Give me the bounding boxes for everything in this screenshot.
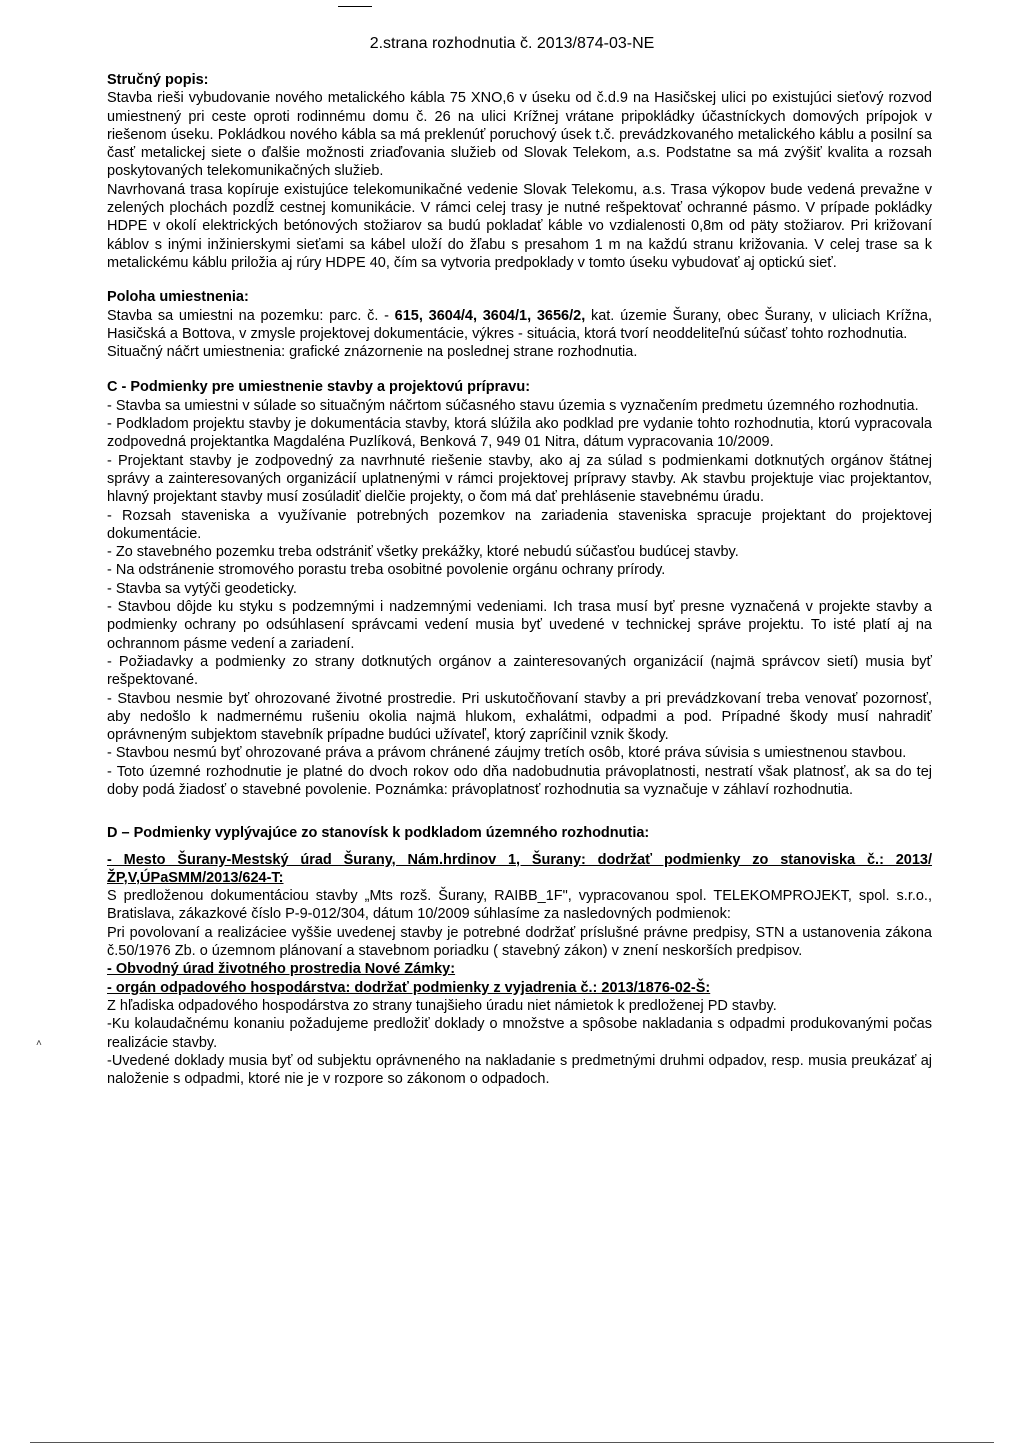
page-header: 2.strana rozhodnutia č. 2013/874-03-NE [369,35,655,52]
description-paragraph-2: Navrhovaná trasa kopíruje existujúce telekomunikačné vedenie Slovak Telekomu, a.s. Trasa výkopov bude vedená prevažne v zelených plochách pozdĺž cestnej komunikácie. V rámci celej trasy je nutné rešpektovať ochranné pásmo. V prípade pokládky HDPE v okolí elektrických betónových stožiarov sa budú pokladať káble vo vzdialenosti 0,8m od päty stožiarov. Pri križovaní káblov s inými inžinierskymi sieťami sa kábel uloží do žľabu s presahom 1 m na každú stranu križovania. V celej trase sa k metalickému káblu priložia aj rúry HDPE 40, čím sa vytvoria predpoklady v tomto úseku vybudovať aj optickú sieť. [107,181,932,271]
condition-item: - Rozsah staveniska a využívanie potrebných pozemkov na zariadenia staveniska spracuje projektant do projektovej dokumentácie. [107,507,932,542]
mesto-surany-heading: - Mesto Šurany-Mestský úrad Šurany, Nám.hrdinov 1, Šurany: dodržať podmienky zo stanoviska č.: 2013/ŽP,V,ÚPaSMM/2013/624-T: [107,851,932,886]
scan-speck: ˄ [36,1038,42,1049]
condition-item: - Stavbou dôjde ku styku s podzemnými i nadzemnými vedeniami. Ich trasa musí byť presne vyznačená v projekte stavby a podmienky ochrany po odsúhlasení správcami vedení musia byť uvedené v technickej správe projektu. To isté platí aj na ochrannom pásme vedení a zariadení. [107,599,932,652]
condition-item: - Stavba sa vytýči geodeticky. [107,580,297,597]
odpadove-hospodarstvo-heading: - orgán odpadového hospodárstva: dodržať podmienky z vyjadrenia č.: 2013/1876-02-Š: [107,979,711,996]
location-paragraph-2: Situačný náčrt umiestnenia: grafické znázornenie na poslednej strane rozhodnutia. [107,344,638,361]
odpad-paragraph-1: Z hľadiska odpadového hospodárstva zo strany tunajšieho úradu niet námietok k predloženej PD stavby. [107,997,777,1014]
condition-item: - Na odstránenie stromového porastu treba osobitné povolenie orgánu ochrany prírody. [107,562,666,579]
condition-item: - Stavbou nesmie byť ohrozované životné prostredie. Pri uskutočňovaní stavby a pri prevádzkovaní treba venovať pozornosť, aby nedošlo k nadmernému rušeniu okolia najmä hlukom, exhalátmi, odpadmi a pod. Prípadné škody musí nahradiť oprávneným subjektom stavebník prípadne budúci užívateľ, ktorý zapríčinil vznik škody. [107,690,932,744]
condition-item: - Projektant stavby je zodpovedný za navrhnuté riešenie stavby, ako aj za súlad s podmienkami dotknutých orgánov štátnej správy a zainteresovaných organizácií uplatnenými v rámci projektovej prípravy stavby. Ak stavbu projektuje viac projektantov, hlavný projektant stavby musí zosúladiť dielčie projekty, o čom má dať prehlásenie stavebnému úradu. [107,452,932,506]
location-text-a: Stavba sa umiestni na pozemku: parc. č. - [107,307,395,324]
condition-item: - Požiadavky a podmienky zo strany dotknutých orgánov a zainteresovaných organizácií (najmä správcov sietí) musia byť rešpektované. [107,653,932,689]
condition-item: - Stavbou nesmú byť ohrozované práva a právom chránené záujmy tretích osôb, ktoré práva súvisia s umiestnenou stavbou. [107,745,907,762]
condition-item: - Toto územné rozhodnutie je platné do dvoch rokov odo dňa nadobudnutia právoplatnosti, nestratí však platnosť, ak sa do tej doby podá žiadosť o stavebné povolenie. Poznámka: právoplatnosť rozhodnutia sa vyznačuje v záhlaví rozhodnutia. [107,763,932,798]
condition-item: - Zo stavebného pozemku treba odstrániť všetky prekážky, ktoré nebudú súčasťou budúcej stavby. [107,544,739,561]
description-paragraph-1: Stavba rieši vybudovanie nového metalického kábla 75 XNO,6 v úseku od č.d.9 na Hasičskej ulici po existujúci sieťový rozvod umiestnený pri ceste oproti rodinnému domu č. 26 na ulici Krížnej vrátane pripokládky účastníckych domových prípojok v riešenom úseku. Pokládkou nového kábla sa má preklenúť poruchový úsek t.č. prevádzkovaného metalického káblu a posilní sa časť metalickej siete o ďalšie možnosti zriaďovania služieb od Slovak Telekom, a.s. Podstatne sa má zvýšiť kvalita a rozsah poskytovaných telekomunikačných služieb. [107,90,932,180]
parcel-numbers: 615, 3604/4, 3604/1, 3656/2, [394,307,586,324]
odpad-paragraph-2: -Ku kolaudačnému konaniu požadujeme predložiť doklady o množstve a spôsobe nakladania s odpadmi produkovanými počas realizácie stavby. [107,1016,932,1051]
location-text-b: kat. územie Šurany, obec Šurany, v uliciach Krížna, Hasičská a Bottova, v zmysle projektovej dokumentácie, výkres - situácia, ktorá tvorí neoddeliteľnú súčasť tohto rozhodnutia. [107,307,932,342]
document-body [107,71,932,1088]
mesto-paragraph-2: Pri povolovaní a realizáciee vyššie uvedenej stavby je potrebné dodržať príslušné právne predpisy, STN a ustanovenia zákona č.50/1976 Zb. o územnom plánovaní a stavebnom poriadku ( stavebný zákon) v znení neskorších predpisov. [107,924,932,960]
condition-item: - Podkladom projektu stavby je dokumentácia stavby, ktorá slúžila ako podklad pre vydanie tohto rozhodnutia, ktorú vypracovala zodpovedná projektantka Magdaléna Puzlíková, Benková 7, 949 01 Nitra, dátum vypracovania 10/2009. [107,416,932,451]
section-label-poloha: Poloha umiestnenia: [107,289,249,306]
obvodny-urad-heading: - Obvodný úrad životného prostredia Nové Zámky: [107,961,456,978]
condition-item: - Stavba sa umiestni v súlade so situačným náčrtom súčasného stavu územia s vyznačením predmetu územného rozhodnutia. [107,397,919,414]
section-heading-d: D – Podmienky vyplývajúce zo stanovísk k podkladom územného rozhodnutia: [107,825,650,842]
mesto-paragraph-1: S predloženou dokumentáciou stavby „Mts rozš. Šurany, RAIBB_1F", vypracovanou spol. TELEKOMPROJEKT, spol. s.r.o., Bratislava, zákazkové číslo P-9-012/304, dátum 10/2009 súhlasíme za nasledovných podmienok: [107,888,932,923]
location-paragraph-1 [107,307,932,344]
section-label-strucny-popis: Stručný popis: [107,72,209,88]
section-heading-c: C - Podmienky pre umiestnenie stavby a projektovú prípravu: [107,379,531,396]
scan-edge-line [338,6,372,7]
odpad-paragraph-3: -Uvedené doklady musia byť od subjektu oprávneného na nakladanie s predmetnými druhmi odpadov, resp. musia preukázať aj naloženie s odpadmi, ktoré nie je v rozpore so zákonom o odpadoch. [107,1052,932,1088]
scan-bottom-line [30,1442,994,1443]
